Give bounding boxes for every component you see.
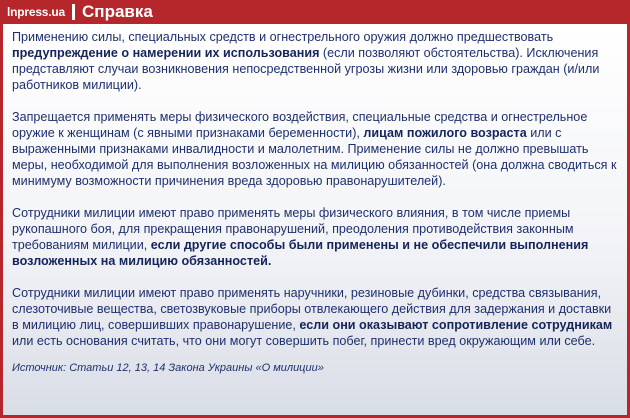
paragraph-2 — [12, 109, 619, 189]
paragraph-2-text-1: Запрещается применять меры физического воздействия, специальные средства и огнестрельное оружие к женщинам (с явными признаками беременности), — [12, 110, 588, 140]
paragraph-1-highlight: предупреждение о намерении их использования — [12, 46, 320, 60]
infobox-header — [0, 0, 630, 24]
paragraph-3-text-1: Сотрудники милиции имеют право применять меры физического влияния, в том числе приемы рукопашного боя, для прекращения правонарушений, преодоления противодействия законным требованиям милиции, — [12, 206, 574, 252]
paragraph-1-text-2: (если позволяют обстоятельства). Исключения представляют случаи возникновения непосредственной угрозы жизни или здоровью граждан (и/или работников милиции). — [12, 46, 600, 92]
source-citation: Источник: Статьи 12, 13, 14 Закона Украины «О милиции» — [12, 362, 324, 374]
paragraph-2-text-2: или с выраженными признаками инвалидности и малолетним. Применение силы не должно превышать меры, необходимой для выполнения возложенных на милицию обязанностей (она должна сводиться к минимуму возможности причинения вреда здоровью правонарушителей). — [12, 126, 617, 188]
paragraph-4-text-1: Сотрудники милиции имеют право применять наручники, резиновые дубинки, средства связывания, слезоточивые вещества, светозвуковые приборы отвлекающего действия для задержания и доставки в милицию лиц, совершивших правонарушение, — [12, 286, 612, 332]
paragraph-4 — [12, 285, 619, 349]
infobox-content — [3, 24, 627, 415]
infobox-title: Справка — [82, 2, 153, 21]
paragraph-4-highlight: если они оказывают сопротивление сотрудникам — [299, 318, 613, 332]
paragraph-2-highlight: лицам пожилого возраста — [363, 126, 527, 140]
paragraph-3 — [12, 205, 619, 269]
paragraph-3-highlight: если другие способы были применены и не обеспечили выполнения возложенных на милицию обязанностей. — [12, 238, 589, 268]
brand-logo-text: lnpress.ua — [7, 5, 66, 19]
paragraph-4-text-2: или есть основания считать, что они могут совершить побег, принести вред окружающим или себе. — [12, 334, 596, 348]
header-divider — [72, 4, 75, 20]
paragraph-1 — [12, 29, 619, 93]
paragraph-1-text-1: Применению силы, специальных средств и огнестрельного оружия должно предшествовать — [12, 30, 554, 44]
